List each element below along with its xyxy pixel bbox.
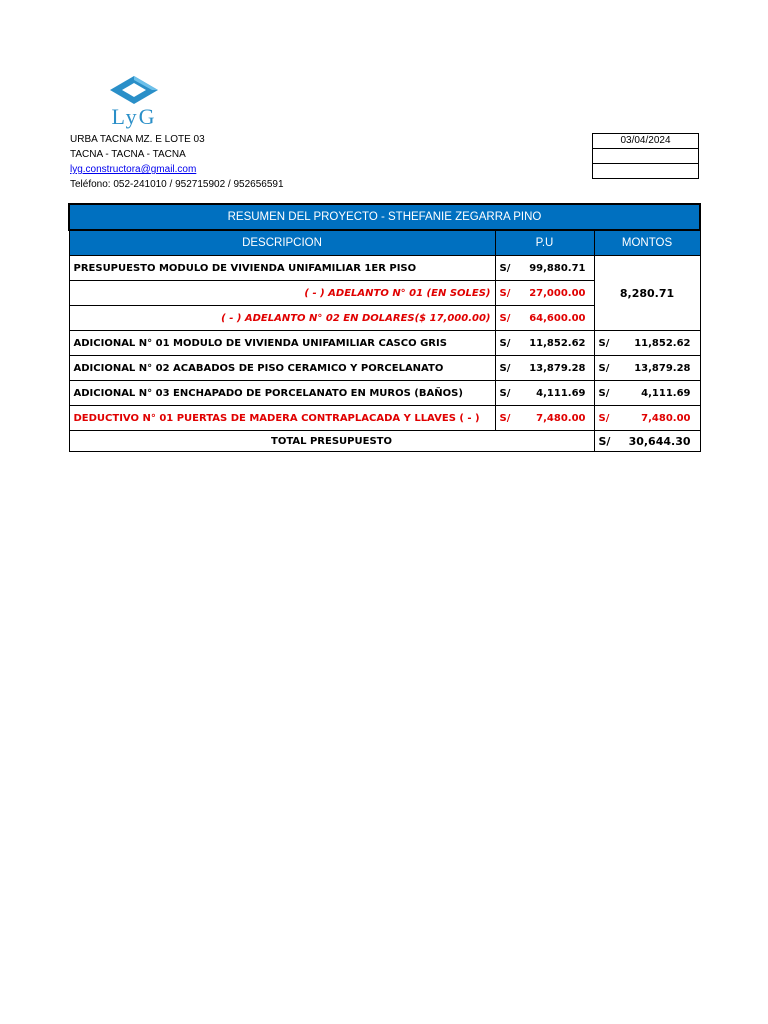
row-pu	[495, 406, 594, 431]
currency: S/	[499, 262, 511, 274]
table-row	[69, 331, 700, 356]
row-pu	[495, 381, 594, 406]
email-link[interactable]: lyg.constructora@gmail.com	[70, 164, 197, 175]
pu-value: 11,852.62	[529, 337, 586, 349]
row-pu	[495, 306, 594, 331]
row-description: ADICIONAL N° 01 MODULO DE VIVIENDA UNIFAMILIAR CASCO GRIS	[69, 331, 495, 356]
monto-value: 4,111.69	[641, 387, 691, 399]
pu-value: 27,000.00	[529, 287, 586, 299]
address-line-2: TACNA - TACNA - TACNA	[70, 149, 186, 160]
date-box-empty-1	[593, 149, 698, 164]
pu-value: 7,480.00	[536, 412, 586, 424]
phone-line: Teléfono: 052-241010 / 952715902 / 952656591	[70, 179, 284, 190]
table-row	[69, 381, 700, 406]
row-monto	[594, 331, 700, 356]
row-description: ( - ) ADELANTO N° 01 (EN SOLES)	[69, 281, 495, 306]
currency: S/	[499, 312, 511, 324]
logo-diamond-icon	[96, 74, 172, 108]
currency: S/	[598, 412, 610, 424]
project-summary-table	[68, 203, 701, 452]
currency: S/	[499, 412, 511, 424]
row-description: ( - ) ADELANTO N° 02 EN DOLARES($ 17,000.00)	[69, 306, 495, 331]
date-value: 03/04/2024	[593, 134, 698, 149]
logo-text: LyG	[111, 104, 157, 129]
total-row	[69, 431, 700, 452]
row-description: DEDUCTIVO N° 01 PUERTAS DE MADERA CONTRAPLACADA Y LLAVES ( - )	[69, 406, 495, 431]
row-description: ADICIONAL N° 03 ENCHAPADO DE PORCELANATO EN MUROS (BAÑOS)	[69, 381, 495, 406]
row-pu	[495, 356, 594, 381]
row-description: ADICIONAL N° 02 ACABADOS DE PISO CERAMICO Y PORCELANATO	[69, 356, 495, 381]
table-row	[69, 406, 700, 431]
pu-value: 64,600.00	[529, 312, 586, 324]
company-logo	[96, 74, 172, 130]
group-monto: 8,280.71	[594, 256, 700, 331]
currency: S/	[499, 362, 511, 374]
currency: S/	[598, 362, 610, 374]
table-row	[69, 356, 700, 381]
row-description: PRESUPUESTO MODULO DE VIVIENDA UNIFAMILIAR 1ER PISO	[69, 256, 495, 281]
address-line-1: URBA TACNA MZ. E LOTE 03	[70, 134, 205, 145]
currency: S/	[499, 387, 511, 399]
table-title: RESUMEN DEL PROYECTO - STHEFANIE ZEGARRA PINO	[69, 204, 700, 230]
pu-value: 13,879.28	[529, 362, 586, 374]
total-value-cell	[594, 431, 700, 452]
monto-value: 7,480.00	[641, 412, 691, 424]
row-pu	[495, 256, 594, 281]
row-monto	[594, 356, 700, 381]
col-header-descripcion: DESCRIPCION	[69, 230, 495, 256]
currency: S/	[499, 337, 511, 349]
currency: S/	[499, 287, 511, 299]
total-value: 30,644.30	[628, 434, 691, 448]
pu-value: 4,111.69	[536, 387, 586, 399]
row-monto	[594, 381, 700, 406]
pu-value: 99,880.71	[529, 262, 586, 274]
col-header-pu: P.U	[495, 230, 594, 256]
currency: S/	[598, 434, 611, 448]
currency: S/	[598, 387, 610, 399]
date-box-empty-2	[593, 164, 698, 178]
total-label: TOTAL PRESUPUESTO	[69, 431, 594, 452]
row-pu	[495, 331, 594, 356]
currency: S/	[598, 337, 610, 349]
monto-value: 13,879.28	[634, 362, 691, 374]
monto-value: 11,852.62	[634, 337, 691, 349]
date-box	[592, 133, 699, 179]
row-monto	[594, 406, 700, 431]
table-row	[69, 256, 700, 281]
row-pu	[495, 281, 594, 306]
col-header-montos: MONTOS	[594, 230, 700, 256]
